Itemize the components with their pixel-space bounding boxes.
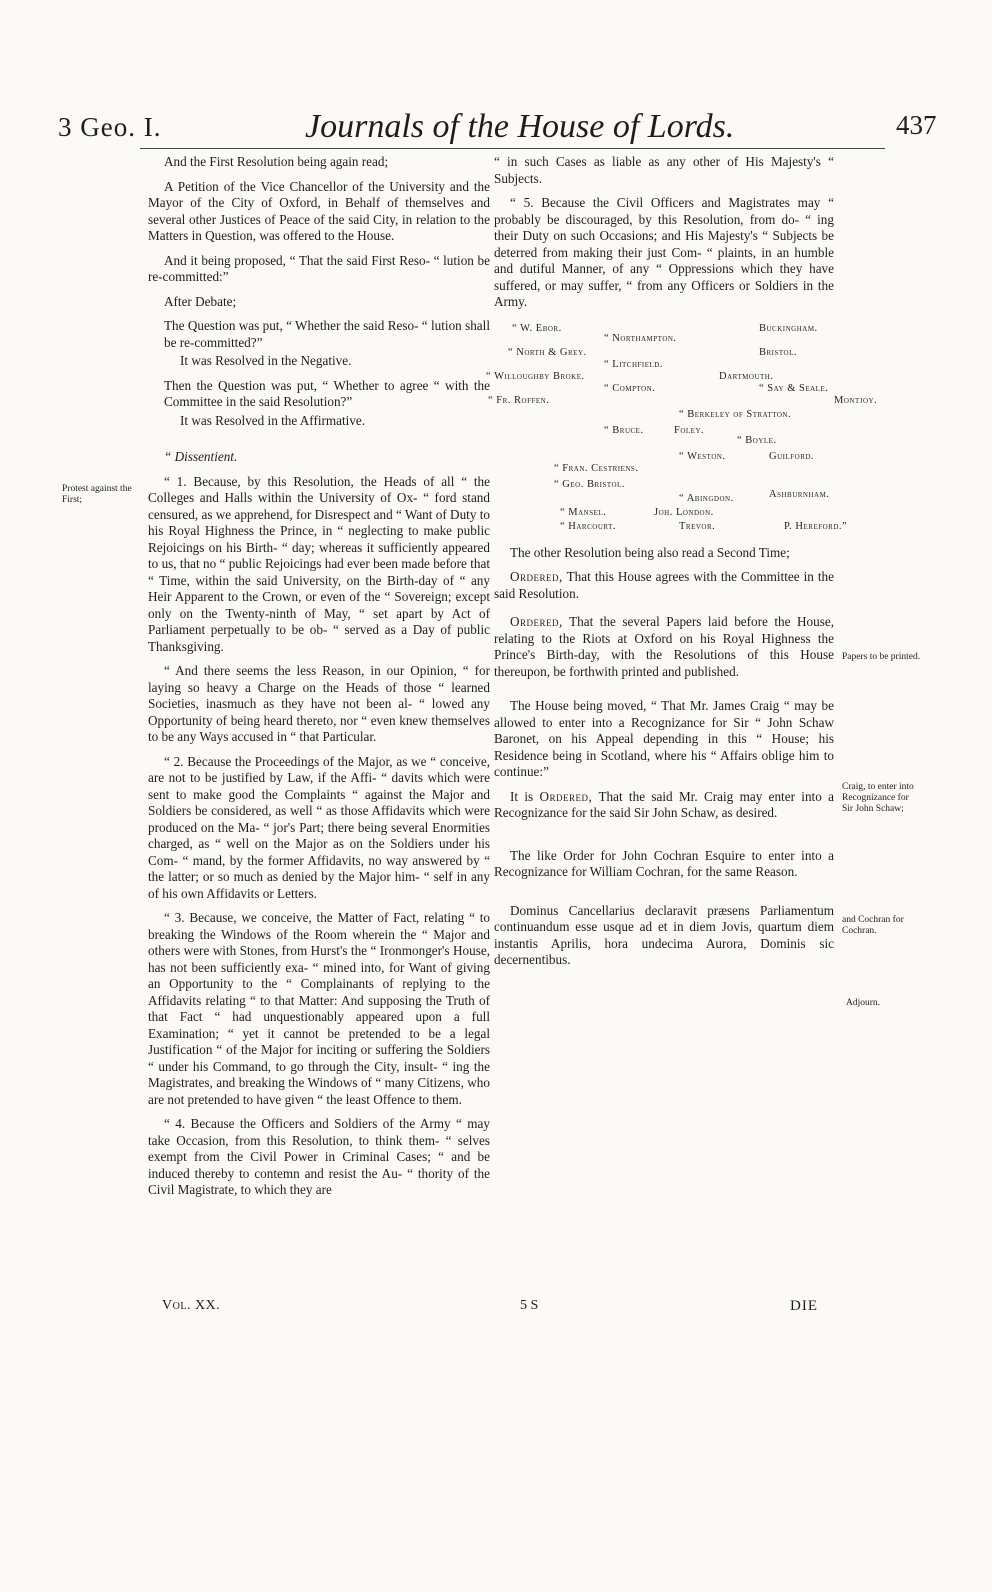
signature: “ Litchfield. bbox=[604, 358, 663, 370]
signature: “ North & Grey. bbox=[508, 346, 587, 358]
dissentient-heading: “ Dissentient. bbox=[164, 449, 238, 464]
signature: “ Compton. bbox=[604, 382, 656, 394]
page-number: 437 bbox=[896, 110, 937, 140]
footer-catchword: DIE bbox=[790, 1298, 818, 1314]
paragraph: The other Resolution being also read a Second Time; bbox=[510, 544, 790, 560]
footer-signature-mark: 5 S bbox=[520, 1298, 539, 1313]
signature: “ Mansel. bbox=[560, 506, 607, 518]
signature: “ Fr. Roffen. bbox=[488, 394, 550, 406]
paragraph: It was Resolved in the Negative. bbox=[180, 353, 352, 368]
order-lead: Ordered, bbox=[510, 614, 563, 629]
header-title bbox=[305, 108, 734, 146]
signature: “ Fran. Cestriens. bbox=[554, 462, 639, 474]
order-lead: Ordered, bbox=[539, 788, 593, 804]
paragraph: After Debate; bbox=[164, 293, 237, 309]
footer-volume: Vol. XX. bbox=[162, 1298, 221, 1313]
paragraph: A Petition of the Vice Chancellor of the University and the Mayor of the City of Oxford, in Behalf of themselves and several other Justices of Peace of the said City, in relation to the Matters in Question, was offered to the House. bbox=[148, 178, 490, 243]
left-column bbox=[148, 154, 490, 1207]
order-paragraph bbox=[494, 789, 834, 822]
paragraph: The Question was put, “ Whether the said Reso- “ lution shall be re-committed?” bbox=[164, 318, 490, 350]
paragraph: “ 2. Because the Proceedings of the Major, as we “ conceive, are not to be justified by Law, if the Affi- “ davits which were sent to make good the Complaints “ against the Major and Soldiers be considered, as well “ as those Affidavits which were produced on the Ma- “ jor's Part; there being several Enormities charged, as “ well on the Major as on the Soldiers under his Com- “ mand, by the former Affidavits, no way answered by “ the latter; or so much as denied by the Major him- “ self in any of his own Affidavits or Letters. bbox=[148, 753, 490, 901]
order-paragraph bbox=[494, 569, 834, 602]
signature: “ Harcourt. bbox=[560, 520, 617, 532]
signature: “ W. Ebor. bbox=[512, 322, 562, 334]
paragraph: Then the Question was put, “ Whether to agree “ with the Committee in the said Resolution?” bbox=[164, 377, 490, 409]
header-rule bbox=[140, 148, 885, 149]
header-regnal-year: 3 Geo. I. bbox=[58, 112, 162, 142]
signature: Trevor. bbox=[679, 520, 716, 532]
paragraph: “ And there seems the less Reason, in our Opinion, “ for laying so heavy a Charge on the Heads of those “ learned Societies, inasmuch as they have not been al- “ lowed any Opportunity of being heard thereto, nor “ even knew themselves to be any Ways accused in “ that Particular. bbox=[148, 663, 490, 744]
signature: “ Willoughby Broke. bbox=[486, 370, 585, 382]
signatures-block bbox=[486, 319, 878, 532]
signature: “ Geo. Bristol. bbox=[554, 478, 625, 490]
paragraph: “ 1. Because, by this Resolution, the Heads of all “ the Colleges and Halls within the University of Ox- “ ford stand censured, as we apprehend, for Disrespect and “ Want of Duty to his Royal Highness the Prince, in “ neglecting to make public Rejoicings on his Birth- “ day; whereas it sufficiently appeared to us, that no “ public Rejoicings had ever been made before that “ Time, within the said University, on the Birth-day of “ any Heir Apparent to the Crown, or even of the “ Sovereign; except only on the Twenty-ninth of May, “ set apart by Act of Parliament perpetually to be ob- “ served as a Day of public Thanksgiving. bbox=[148, 473, 490, 654]
signature: “ Say & Seale. bbox=[759, 382, 829, 394]
margin-note-adjourn: Adjourn. bbox=[846, 998, 881, 1008]
signature: “ Bruce. bbox=[604, 424, 644, 436]
order-text: That the several Papers laid before the House, relating to the Riots at Oxford on his Royal Highness the Prince's Birth-day, with the Resolutions of this House thereupon, be forthwith printed and published. bbox=[494, 614, 834, 679]
paragraph: It was Resolved in the Affirmative. bbox=[180, 412, 366, 428]
paragraph: And it being proposed, “ That the said First Reso- “ lution be re-committed:” bbox=[148, 252, 490, 284]
paragraph: “ 3. Because, we conceive, the Matter of Fact, relating “ to breaking the Windows of the Room wherein the “ Major and others were with Stones, from Hurst's the “ Ironmonger's House, has not been sufficiently exa- “ mined into, for Want of giving an Opportunity to the “ Complainants of replying to the Affidavits relating “ to that Matter: And supposing the Truth of that Fact “ had unquestionably appeared upon a full Examination; “ yet it cannot be pretended to be a legal Justification “ of the Major for inciting or suffering the Soldiers “ under his Command, to go through the City, insult- “ ing the Magistrates, and breaking the Windows of “ many Citizens, who are not pretended to have given “ the least Offence to them. bbox=[148, 910, 490, 1107]
margin-note-protest: Protest against the First; bbox=[62, 484, 132, 505]
signature: Bristol. bbox=[759, 346, 798, 358]
signature: Ashburnham. bbox=[769, 488, 830, 500]
margin-note-craig: Craig, to enter into Recognizance for Sir John Schaw; bbox=[842, 782, 914, 814]
signature: P. Hereford.” bbox=[784, 520, 848, 532]
order-text: That this House agrees with the Committee in the said Resolution. bbox=[494, 569, 834, 601]
paragraph: The House being moved, “ That Mr. James Craig “ may be allowed to enter into a Recognizance for Sir “ John Schaw Baronet, on his Appeal depending in this “ House; his Residence being in Scotland, where his “ Affairs oblige him to continue:” bbox=[494, 698, 834, 779]
signature: “ Weston. bbox=[679, 450, 726, 462]
signature: “ Abingdon. bbox=[679, 492, 734, 504]
signature: “ Berkeley of Stratton. bbox=[679, 408, 792, 420]
signature: Guilford. bbox=[769, 450, 815, 462]
signature: “ Boyle. bbox=[737, 434, 777, 446]
paragraph: Dominus Cancellarius declaravit præsens Parliamentum continuandum esse usque ad et in diem Jovis, quartum diem instantis Aprilis, hora undecima Aurora, Dominis sic decernentibus. bbox=[494, 902, 834, 967]
order-paragraph bbox=[494, 614, 834, 680]
order-text: That the said Mr. Craig may enter into a Recognizance for the said Sir John Schaw, as desired. bbox=[494, 788, 834, 820]
signature: Dartmouth. bbox=[719, 370, 774, 382]
paragraph: The like Order for John Cochran Esquire to enter into a Recognizance for William Cochran, for the same Reason. bbox=[494, 847, 834, 879]
margin-note-cochran: and Cochran for Cochran. bbox=[842, 915, 904, 936]
order-prefix: It is bbox=[510, 788, 534, 804]
paragraph: “ in such Cases as liable as any other of His Majesty's “ Subjects. bbox=[494, 154, 834, 186]
paragraph: “ 4. Because the Officers and Soldiers of the Army “ may take Occasion, from this Resolution, to think them- “ selves exempt from the Civil Power in Criminal Cases; “ and be induced thereby to contemn and resist the Au- “ thority of the Civil Magistrate, to which they are bbox=[148, 1116, 490, 1197]
margin-note-papers: Papers to be printed. bbox=[842, 652, 921, 662]
signature: Montjoy. bbox=[834, 394, 878, 406]
signature: Buckingham. bbox=[759, 322, 818, 334]
order-lead: Ordered, bbox=[510, 569, 563, 584]
paragraph: “ 5. Because the Civil Officers and Magistrates may “ probably be discouraged, by this Resolution, from do- “ ing their Duty on such Occasions; and His Majesty's “ Subjects be deterred from making their just Com- “ plaints, in an humble and dutiful Manner, of any “ Oppressions which they have suffered, or may suffer, “ from any Officers or Soldiers in the Army. bbox=[494, 195, 834, 309]
paragraph: And the First Resolution being again read; bbox=[164, 154, 389, 169]
signature: Foley. bbox=[674, 424, 705, 436]
signature: Joh. London. bbox=[654, 506, 714, 518]
header-title-text: Journals of the House of Lords. bbox=[305, 108, 735, 145]
signature: “ Northampton. bbox=[604, 332, 677, 344]
